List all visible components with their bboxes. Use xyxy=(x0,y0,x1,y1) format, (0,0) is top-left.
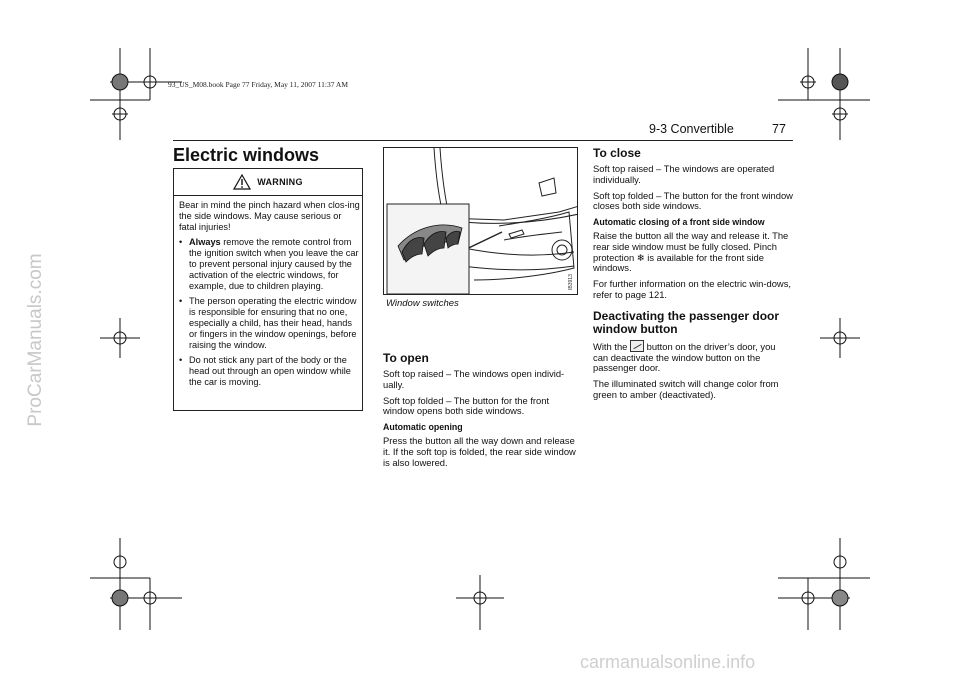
window-lock-button-icon xyxy=(630,340,644,352)
target-circle xyxy=(832,590,848,606)
warning-bullet xyxy=(179,237,360,291)
deactivate-heading: Deactivating the passenger door window button xyxy=(593,308,780,336)
window-switches-figure xyxy=(383,147,578,295)
running-title: 9-3 Convertible xyxy=(649,122,734,136)
side-watermark: ProCarManuals.com xyxy=(25,253,46,427)
text-run: Raise the button all the way and release it. The rear side window must be fully closed. Pinch protection xyxy=(593,229,789,263)
target-circle xyxy=(832,74,848,90)
to-close-heading: To close xyxy=(593,146,641,160)
sub-heading: Automatic opening xyxy=(383,422,463,433)
section-title: Electric windows xyxy=(173,145,320,165)
text-run: With the xyxy=(593,340,630,352)
target-circle xyxy=(112,590,128,606)
paragraph: Soft top folded – The button for the front window opens both side windows. xyxy=(383,394,550,417)
figure-caption: Window switches xyxy=(386,298,459,309)
warning-triangle-icon xyxy=(233,174,251,190)
text-run: button on the driver’s door, you can deactivate the window button on the passenger door. xyxy=(593,340,776,374)
to-open-section xyxy=(383,352,578,473)
paragraph xyxy=(593,231,793,274)
page-number: 77 xyxy=(772,122,786,136)
target-circle xyxy=(112,74,128,90)
paragraph: Soft top folded – The button for the front window closes both side windows. xyxy=(593,189,793,212)
paragraph: Press the button all the way down and release it. If the soft top is folded, the rear side window is also lowered. xyxy=(383,434,576,468)
warning-bullet-bold: Always xyxy=(189,237,221,248)
warning-intro: Bear in mind the pinch hazard when clos-ing the side windows. May cause serious or fatal injuries! xyxy=(179,200,360,232)
text-run: is available for the front side windows. xyxy=(593,251,764,274)
warning-header xyxy=(174,169,362,196)
paragraph: Soft top raised – The windows open individ-ually. xyxy=(383,368,565,390)
warning-bullet: • Do not stick any part of the body or the head out through an open window while the car is moving. xyxy=(179,355,360,387)
warning-bullet: • The person operating the electric window is responsible for ensuring that no one, especially a child, has their head, hands or fingers in the window openings, before raising the window. xyxy=(179,296,360,350)
to-open-heading: To open xyxy=(383,351,429,365)
to-close-section xyxy=(593,147,793,406)
bottom-watermark: carmanualsonline.info xyxy=(580,652,756,672)
header-rule xyxy=(173,140,793,141)
print-info-line: 93_US_M08.book Page 77 Friday, May 11, 2007 11:37 AM xyxy=(168,80,348,89)
paragraph: Soft top raised – The windows are operated individually. xyxy=(593,163,775,185)
warning-body xyxy=(179,200,360,393)
warning-box xyxy=(173,168,363,411)
warning-heading: WARNING xyxy=(257,177,303,187)
paragraph xyxy=(593,340,793,374)
paragraph: The illuminated switch will change color from green to amber (deactivated). xyxy=(593,378,779,400)
sub-heading: Automatic closing of a front side window xyxy=(593,217,765,228)
pinch-protection-icon: ❄ xyxy=(636,251,645,263)
paragraph: For further information on the electric win-dows, refer to page 121. xyxy=(593,278,791,300)
warning-bullet-text: remove the remote control from the ignition switch when you leave the car to prevent personal injury caused by the activation of the electric windows, for example, due to children playing. xyxy=(189,237,359,291)
door-illustration xyxy=(384,148,578,295)
figure-code: IB3913 xyxy=(568,274,574,290)
